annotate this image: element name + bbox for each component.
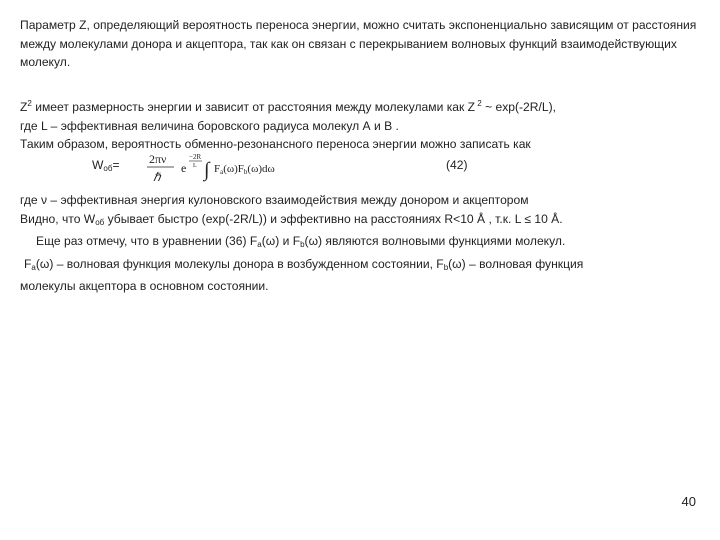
sub-b-2: b: [443, 262, 449, 272]
integral-sign: ∫: [204, 159, 210, 181]
paragraph-z-squared: [20, 95, 710, 154]
hbar: ℏ: [153, 170, 161, 184]
donor-function-line: [20, 255, 710, 278]
text-seen: Видно, что W: [20, 211, 96, 226]
text-fa: F: [24, 256, 32, 271]
text-and: (ω) и F: [261, 234, 301, 248]
text-are-functions: (ω) являются волновыми функциями молекул.: [304, 234, 566, 248]
w-ob-label: [92, 158, 120, 173]
z-squared-line: [20, 95, 710, 117]
equation-number: (42): [446, 158, 468, 172]
formula-expression: [146, 150, 306, 186]
w-decay-line: [20, 210, 710, 233]
text-exp: ~ exp(-2R/L),: [481, 100, 556, 114]
exp-base: e: [181, 161, 187, 175]
sub-a-2: a: [31, 262, 36, 272]
text-again: Еще раз отмечу, что в уравнении (36) F: [36, 234, 258, 248]
equals-sign: =: [112, 158, 120, 172]
coulomb-energy-line: где ν – эффективная энергия кулоновского взаимодействия между донором и акцептором: [20, 193, 529, 207]
exponent-denominator: L: [193, 163, 197, 169]
sub-b: b: [300, 240, 305, 249]
bohr-radius-line: где L – эффективная величина боровского радиуса молекул А и В .: [20, 118, 399, 133]
wave-functions-line: [20, 232, 710, 255]
exponent-numerator: −2R: [189, 153, 202, 161]
integrand: Fa(ω)Fb(ω)dω: [214, 163, 275, 176]
superscript-2: 2: [27, 99, 32, 108]
text-donor-function: (ω) – волновая функция молекулы донора в возбужденном состоянии, F: [35, 256, 444, 271]
paragraph-exponential-dependence: [20, 16, 710, 72]
two-pi-nu: 2πν: [149, 152, 167, 166]
text-decay: убывает быстро (exp(-2R/L)) и эффективно на расстояниях R<10 Å , т.к. L ≤ 10 Å.: [104, 211, 563, 226]
text-wave-function: (ω) – волновая функция: [448, 256, 584, 271]
w-subscript-2: об: [95, 217, 105, 227]
w-subscript: об: [103, 164, 113, 173]
equation-42: [20, 150, 710, 186]
text-dimension: имеет размерность энергии и зависит от расстояния между молекулами как Z: [31, 100, 476, 114]
text-z: Z: [20, 100, 28, 114]
superscript-2b: 2: [475, 99, 482, 108]
paragraph-explanation: [20, 191, 710, 296]
transfer-probability-line: Таким образом, вероятность обменно-резонансного переноса энергии можно записать как: [20, 137, 531, 151]
paragraph-text: Параметр Z, определяющий вероятность переноса энергии, можно считать экспоненциально зависящим от расстояния между молекулами донора и акцептора, так как он связан с перекрыванием волновых функций взаимодействующих молекул.: [20, 18, 697, 69]
page-number: 40: [681, 494, 696, 509]
acceptor-ground-line: молекулы акцептора в основном состоянии.: [20, 279, 269, 293]
sub-a: a: [257, 240, 262, 249]
w-letter: W: [92, 158, 104, 172]
